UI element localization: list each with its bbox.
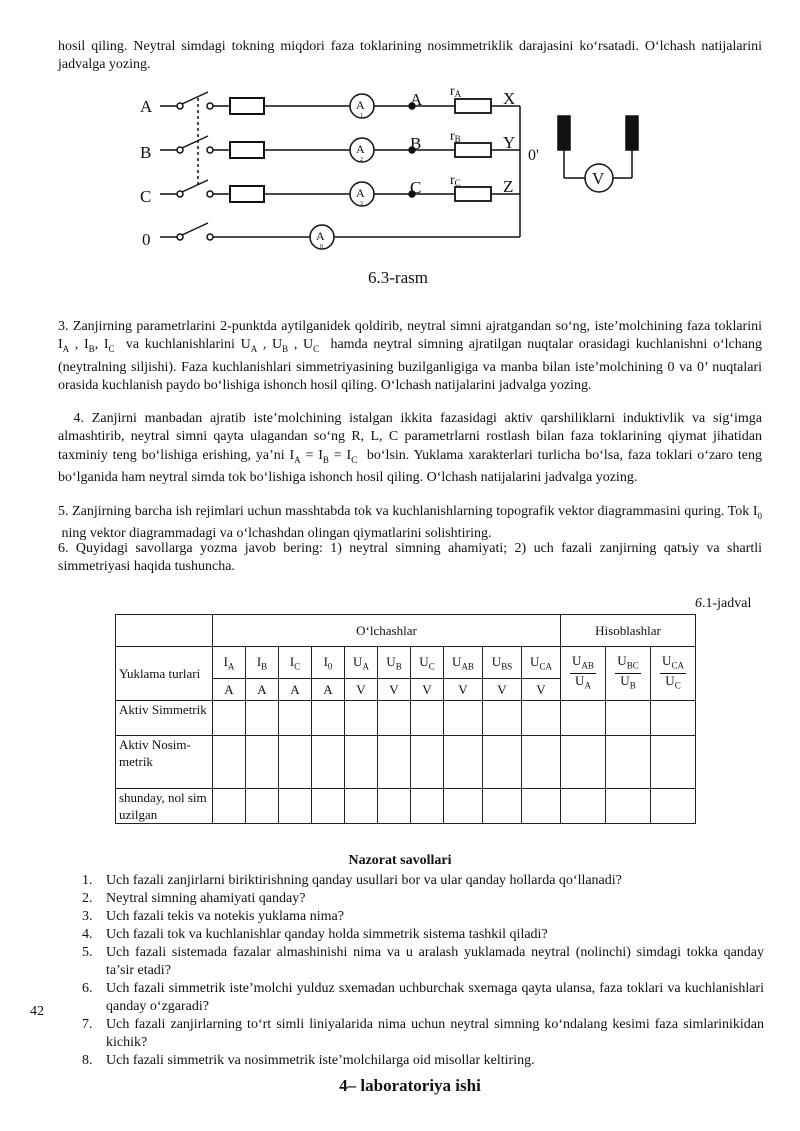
questions-list (82, 872, 764, 1070)
paragraph-3: 3. Zanjirning parametrlarini 2-punktda aytilganidek qoldirib, neytral simni ajratgandan so‘ng, iste’molchining faza toklarini $I_A$ , $I_B$, $I_C$ va kuchlanishlarini $U_A$ , $U_B$ , $U_C$ hamda neytral simning ajratilgan nuqtalar orasidagi kuchlanishni o‘lchang (neytralning siljishi). Faza kuchlanishlari simmetriyasining buzilganligiga va manba bilan iste’molchining 0 va 0’ nuqtalari orasida kuchlanish paydo bo‘lishiga ishonch hosil qiling. O‘lchash natijalarini jadvalga yozing. (58, 319, 762, 394)
col-uab: $U_{AB}$ (444, 647, 483, 679)
svg-text:A: A (356, 98, 365, 112)
resistor-ra (455, 99, 491, 113)
svg-text:A: A (356, 142, 365, 156)
unit-cell: V (522, 679, 561, 701)
col-ia: $I_A$ (213, 647, 246, 679)
table-row (116, 736, 696, 789)
load-label-b: B (410, 134, 422, 153)
col-uca: $U_{CA}$ (522, 647, 561, 679)
col-i0: $I_0$ (312, 647, 345, 679)
table-row (116, 789, 696, 824)
list-item: 2. Neytral simning ahamiyati qanday? (82, 891, 306, 906)
fuse-a (230, 98, 264, 114)
fuse-b (230, 142, 264, 158)
svg-text:rA: rA (450, 84, 462, 99)
ammeter-a2 (350, 138, 374, 163)
row-label: Aktiv Simmetrik (116, 701, 213, 736)
resistor-rc (455, 187, 491, 201)
unit-cell: A (279, 679, 312, 701)
group-calc: Hisoblashlar (561, 615, 696, 647)
ratio-uca-uc: $\frac{U_{CA}}{U_C}$ (651, 647, 696, 701)
switches (160, 92, 213, 240)
fuse-c (230, 186, 264, 202)
col-ua: $U_A$ (345, 647, 378, 679)
next-lab-title: 4– laboratoriya ishi (339, 1076, 481, 1095)
unit-cell: V (378, 679, 411, 701)
svg-text:rB: rB (450, 129, 461, 144)
paragraph-6: 6. Quyidagi savollarga yozma javob bering: 1) neytral simning ahamiyati; 2) uch fazali zanjirning qatъiy va shartli simmetriyasi haqida tushuncha. (58, 541, 762, 575)
unit-cell: V (483, 679, 522, 701)
phase-label-a: A (140, 97, 153, 116)
table-row (116, 701, 696, 736)
intro-paragraph: hosil qiling. Neytral simdagi tokning miqdori faza toklarining nosimmetriklik darajasini ko‘rsatadi. O‘lchash natijalarini jadvalga yozing. (58, 39, 762, 73)
load-label-c: C (410, 178, 422, 197)
row-header: Yuklama turlari (116, 647, 213, 701)
unit-cell: A (213, 679, 246, 701)
voltmeter (558, 116, 638, 192)
three-phase-circuit-diagram (130, 82, 690, 262)
phase-label-c: C (140, 187, 152, 206)
svg-text:3: 3 (360, 201, 363, 207)
svg-text:V: V (592, 169, 605, 188)
page-number: 42 (30, 1004, 44, 1019)
svg-text:1: 1 (360, 113, 363, 119)
unit-cell: V (444, 679, 483, 701)
neutral-point-label: 0' (528, 147, 539, 164)
group-measure: O‘lchashlar (213, 615, 561, 647)
col-ib: $I_B$ (246, 647, 279, 679)
table-corner (116, 615, 213, 647)
col-ub: $U_B$ (378, 647, 411, 679)
list-item: 8. Uch fazali simmetrik va nosimmetrik iste’molchilarga oid misollar keltiring. (82, 1053, 535, 1068)
unit-cell: V (345, 679, 378, 701)
list-item: 3. Uch fazali tekis va notekis yuklama nima? (82, 909, 344, 924)
phase-label-b: B (140, 143, 152, 162)
unit-cell: A (312, 679, 345, 701)
resistor-rb (455, 143, 491, 157)
unit-cell: V (411, 679, 444, 701)
ratio-uab-ua: $\frac{U_{AB}}{U_A}$ (561, 647, 606, 701)
row-label: shunday, nol sim uzilgan (116, 789, 213, 824)
table-label: 6.1-jadval (695, 596, 752, 611)
ammeter-a1 (350, 94, 374, 119)
col-uc: $U_C$ (411, 647, 444, 679)
paragraph-4: 4. Zanjirni manbadan ajratib iste’molchining istalgan ikkita fazasidagi aktiv qarshiliklarni induktivlik va sig‘imga almashtirib, neytral simni qayta ulagandan so‘ng R, L, C parametrlarni rostlash bilan faza toklarining qiymat jihatidan taxminiy teng bo‘lishiga erishing, ya’ni $I_A = I_B = I_C$ bo‘lsin. Yuklama xarakterlari turlicha bo‘lsa, faza toklari o‘zaro teng bo‘lganida ham neytral simda tok bo‘lishiga ishonch hosil qiling. O‘lchash natijalarini jadvalga yozing. (58, 411, 763, 486)
paragraph-5: 5. Zanjirning barcha ish rejimlari uchun masshtabda tok va kuchlanishlarning topografik vektor diagrammasini quring. Tok $I_0$ ning vektor diagrammadagi va o‘lchashdan olingan qiymatlarini solishtiring. (58, 504, 762, 542)
svg-text:A: A (356, 186, 365, 200)
svg-text:0: 0 (320, 244, 323, 250)
list-item: 7. Uch fazali zanjirlarning to‘rt simli liniyalarida nima uchun neytral simning ko‘ndalang kesimi faza simlarinikidan kichik? (82, 1017, 764, 1050)
list-item: 1. Uch fazali zanjirlarni biriktirishning qanday usullari bor va ular qanday hollarda qo‘llanadi? (82, 873, 622, 888)
phase-label-0: 0 (142, 230, 151, 249)
ammeter-a3 (350, 182, 374, 207)
list-item: 4. Uch fazali tok va kuchlanishlar qanday holda simmetrik sistema tashkil qiladi? (82, 927, 548, 942)
star-end-x: X (503, 89, 516, 108)
col-ubs: $U_{BS}$ (483, 647, 522, 679)
svg-text:rC: rC (450, 173, 461, 188)
list-item: 6. Uch fazali simmetrik iste’molchi yulduz sxemadan uchburchak sxemaga qayta ulansa, faza toklari va kuchlanishlari qanday o‘zgaradi? (82, 981, 764, 1014)
svg-text:2: 2 (360, 157, 363, 163)
row-label: Aktiv Nosim-metrik (116, 736, 213, 789)
svg-text:A: A (316, 229, 325, 243)
unit-cell: A (246, 679, 279, 701)
questions-title: Nazorat savollari (348, 853, 452, 868)
ratio-ubc-ub: $\frac{U_{BC}}{U_B}$ (606, 647, 651, 701)
col-ic: $I_C$ (279, 647, 312, 679)
ammeter-a0 (310, 225, 334, 250)
list-item: 5. Uch fazali sistemada fazalar almashinishi nima va u aralash yuklamada neytral (nolinchi) simdagi tokka qanday ta’sir etadi? (82, 945, 764, 978)
star-end-y: Y (503, 133, 516, 152)
load-label-a: A (410, 90, 423, 109)
figure-caption: 6.3-rasm (368, 268, 428, 287)
star-end-z: Z (503, 177, 514, 196)
measurements-table (115, 614, 696, 824)
